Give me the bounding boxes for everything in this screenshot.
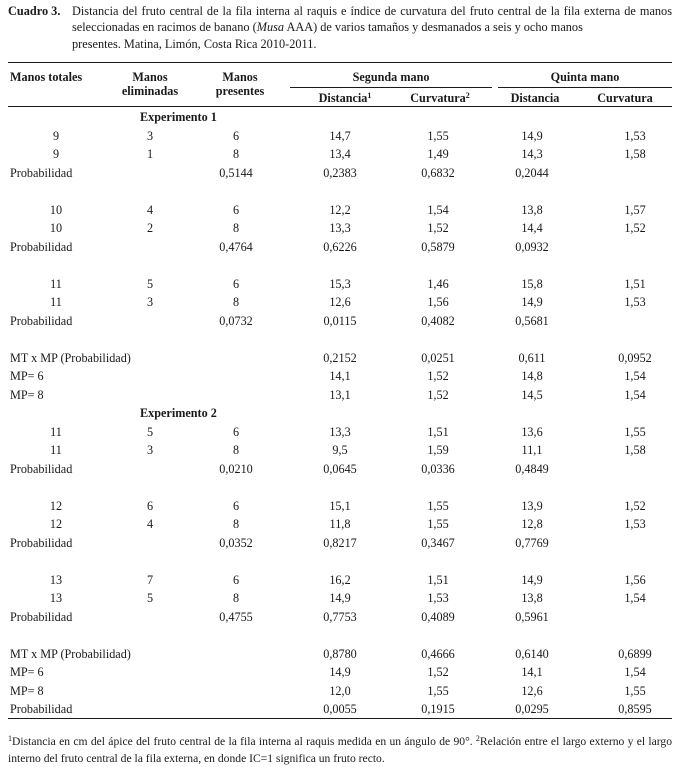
table-cell: 8: [232, 147, 240, 161]
table-cell: 1,55: [427, 683, 449, 698]
table-cell: 1,51: [624, 276, 646, 291]
table-cell: 0,0210: [219, 461, 253, 476]
table-cell: 0,0952: [618, 350, 652, 365]
header-distancia-sup: 1: [367, 91, 372, 100]
table-cell: 0,0352: [219, 535, 253, 550]
table-cell: 14,9: [521, 295, 543, 309]
table-cell: 14,9: [329, 591, 351, 605]
caption-text-a: Distancia del fruto central de la fila interna al raquis e índice de curvatura del fruto central de la fila externa de manos seleccionadas en racimos de banano (: [72, 4, 672, 35]
table-cell: 12,8: [521, 517, 543, 531]
table-cell: 13,9: [521, 498, 543, 513]
table-cell: 6: [232, 498, 240, 513]
table-cell: 1,58: [624, 147, 646, 161]
table-cell: 1,55: [427, 498, 449, 513]
table-cell: 0,6899: [618, 646, 652, 661]
footnote-text-1: Distancia en cm del ápice del fruto central de la fila interna al raquis medida en un ángulo de 90°.: [12, 735, 476, 748]
table-cell: 14,7: [329, 128, 351, 143]
table-cell: 11,8: [329, 517, 351, 531]
table-cell: 13,3: [329, 424, 351, 439]
table-cell: 0,8780: [323, 646, 357, 661]
table-cell: 1,51: [427, 424, 449, 439]
table-cell: 1,46: [427, 276, 449, 291]
table-cell: 0,1915: [421, 702, 455, 716]
row-label: Probabilidad: [10, 165, 73, 180]
table-cell: 0,5879: [421, 239, 455, 254]
table-cell: 1,55: [427, 517, 449, 531]
table-cell: 0,0251: [421, 350, 455, 365]
table-cell: 13,6: [521, 424, 543, 439]
table-cell: 3: [146, 128, 154, 143]
caption-text: [72, 3, 672, 36]
table-cell: 1,58: [624, 443, 646, 457]
table-cell: 12: [49, 498, 63, 513]
table-cell: 6: [232, 202, 240, 217]
row-label: MP= 6: [10, 369, 44, 383]
table-cell: 0,4082: [421, 313, 455, 328]
header-distancia-quinta: Distancia: [510, 91, 560, 105]
table-cell: 13: [49, 591, 63, 605]
table-cell: 11,1: [521, 443, 543, 457]
header-curvatura-text: Curvatura: [410, 91, 466, 105]
segunda-mano-underline: [290, 87, 492, 88]
table-cell: 10: [49, 221, 63, 235]
header-curvatura-sup: 2: [465, 91, 470, 100]
table-cell: 4: [146, 517, 154, 531]
row-label: MP= 6: [10, 665, 44, 679]
header-manos-presentes-2: presentes: [215, 84, 265, 98]
table-cell: 13,8: [521, 202, 543, 217]
row-label: MP= 8: [10, 683, 44, 698]
table-cell: 1: [146, 147, 154, 161]
table-cell: 1,57: [624, 202, 646, 217]
table-cell: 11: [50, 424, 62, 439]
header-distancia: [300, 91, 390, 105]
table-cell: 1,56: [624, 572, 646, 587]
row-label: MP= 8: [10, 387, 44, 402]
header-manos-totales: Manos totales: [10, 70, 83, 84]
table-cell: 0,0295: [515, 702, 549, 716]
table-cell: 0,0932: [515, 239, 549, 254]
table-cell: 1,53: [624, 517, 646, 531]
row-label: MT x MP (Probabilidad): [10, 350, 131, 365]
table-cell: 3: [146, 295, 154, 309]
table-cell: 0,611: [518, 350, 546, 365]
header-manos-eliminadas-2: eliminadas: [121, 84, 179, 98]
table-cell: 1,52: [624, 221, 646, 235]
table-cell: 0,5961: [515, 609, 549, 624]
header-distancia-text: Distancia: [318, 91, 368, 105]
quinta-mano-underline: [498, 87, 672, 88]
table-cell: 0,5681: [515, 313, 549, 328]
table-cell: 6: [146, 498, 154, 513]
table-cell: 8: [232, 221, 240, 235]
table-cell: 1,55: [624, 683, 646, 698]
table-cell: 0,4089: [421, 609, 455, 624]
table-cell: 1,53: [624, 295, 646, 309]
table-cell: 11: [50, 295, 62, 309]
table-cell: 1,56: [427, 295, 449, 309]
footnote-text-2: Relación entre el largo externo y el largo interno del fruto central de la fila externa, en donde IC=1 significa un fruto recto.: [8, 735, 672, 765]
footnote-sup-1: 1: [8, 734, 12, 743]
row-label: Probabilidad: [10, 313, 73, 328]
row-label: Probabilidad: [10, 702, 73, 716]
table-cell: 0,6832: [421, 165, 455, 180]
table-cell: 0,0732: [219, 313, 253, 328]
table-cell: 13,3: [329, 221, 351, 235]
footnote-sup-2: 2: [475, 734, 480, 743]
bottom-rule: [8, 718, 672, 719]
table-cell: 0,6226: [323, 239, 357, 254]
table-cell: 0,8217: [323, 535, 357, 550]
table-cell: 0,4764: [219, 239, 253, 254]
row-label: MT x MP (Probabilidad): [10, 646, 131, 661]
row-label: Probabilidad: [10, 239, 73, 254]
table-cell: 0,4666: [421, 646, 455, 661]
table-cell: 14,9: [329, 665, 351, 679]
table-cell: 1,51: [427, 572, 449, 587]
table-cell: 9: [52, 147, 60, 161]
table-cell: 2: [146, 221, 154, 235]
table-cell: 12,2: [329, 202, 351, 217]
table-cell: 6: [232, 128, 240, 143]
table-cell: 12: [49, 517, 63, 531]
table-cell: 15,1: [329, 498, 351, 513]
table-cell: 7: [146, 572, 154, 587]
table-cell: 0,0055: [323, 702, 357, 716]
table-cell: 1,49: [427, 147, 449, 161]
table-cell: 9,5: [332, 443, 348, 457]
table-cell: 15,3: [329, 276, 351, 291]
table-cell: 0,8595: [618, 702, 652, 716]
caption-line-3: presentes. Matina, Limón, Costa Rica 2010-2011.: [72, 36, 317, 51]
table-cell: 14,1: [329, 369, 351, 383]
table-cell: 14,8: [521, 369, 543, 383]
table-cell: 11: [50, 276, 62, 291]
caption-text-b: AAA) de varios tamaños y desmanados a seis y ocho manos: [284, 20, 583, 35]
header-curvatura-quinta: Curvatura: [597, 91, 653, 105]
row-label: Probabilidad: [10, 609, 73, 624]
table-cell: 11: [50, 443, 62, 457]
table-cell: 1,52: [427, 387, 449, 402]
table-cell: 1,54: [624, 387, 646, 402]
table-cell: 0,7753: [323, 609, 357, 624]
header-rule: [8, 106, 672, 107]
table-cell: 3: [146, 443, 154, 457]
table-cell: 0,5144: [219, 165, 253, 180]
header-manos-eliminadas-1: Manos: [132, 70, 168, 84]
header-curvatura: [395, 91, 485, 105]
table-cell: 0,0336: [421, 461, 455, 476]
table-cell: 1,52: [624, 498, 646, 513]
table-cell: 1,55: [427, 128, 449, 143]
table-cell: 14,9: [521, 128, 543, 143]
table-cell: 0,0115: [323, 313, 357, 328]
table-cell: 0,0645: [323, 461, 357, 476]
table-cell: 8: [232, 591, 240, 605]
table-cell: 10: [49, 202, 63, 217]
table-cell: 0,2044: [515, 165, 549, 180]
table-cell: 0,3467: [421, 535, 455, 550]
table-cell: 0,6140: [515, 646, 549, 661]
table-cell: 13,8: [521, 591, 543, 605]
table-cell: 14,9: [521, 572, 543, 587]
table-footnote: [8, 733, 672, 767]
table-cell: 1,53: [624, 128, 646, 143]
table-cell: 1,59: [427, 443, 449, 457]
table-cell: 14,5: [521, 387, 543, 402]
experiment-heading: Experimento 1: [140, 110, 217, 124]
table-cell: 12,0: [329, 683, 351, 698]
row-label: Probabilidad: [10, 461, 73, 476]
table-cell: 5: [146, 591, 154, 605]
table-cell: 8: [232, 295, 240, 309]
table-cell: 1,55: [624, 424, 646, 439]
table-cell: 0,4849: [515, 461, 549, 476]
table-cell: 0,7769: [515, 535, 549, 550]
table-cell: 1,54: [624, 665, 646, 679]
table-cell: 6: [232, 572, 240, 587]
table-cell: 13,1: [329, 387, 351, 402]
table-cell: 0,4755: [219, 609, 253, 624]
table-cell: 1,52: [427, 369, 449, 383]
table-cell: 0,2152: [323, 350, 357, 365]
table-cell: 0,2383: [323, 165, 357, 180]
caption-label: Cuadro 3.: [8, 4, 61, 18]
table-cell: 9: [52, 128, 60, 143]
row-label: Probabilidad: [10, 535, 73, 550]
table-cell: 1,54: [624, 369, 646, 383]
header-quinta-mano: Quinta mano: [550, 70, 620, 84]
table-cell: 5: [146, 276, 154, 291]
header-segunda-mano: Segunda mano: [352, 70, 430, 84]
table-cell: 12,6: [329, 295, 351, 309]
experiment-heading: Experimento 2: [140, 406, 217, 420]
top-rule: [8, 62, 672, 63]
table-cell: 1,53: [427, 591, 449, 605]
table-cell: 14,4: [521, 221, 543, 235]
table-cell: 14,1: [521, 665, 543, 679]
table-cell: 1,54: [624, 591, 646, 605]
table-cell: 16,2: [329, 572, 351, 587]
table-cell: 6: [232, 424, 240, 439]
table-cell: 13: [49, 572, 63, 587]
table-cell: 14,3: [521, 147, 543, 161]
table-cell: 8: [232, 443, 240, 457]
table-cell: 1,54: [427, 202, 449, 217]
table-cell: 12,6: [521, 683, 543, 698]
table-cell: 13,4: [329, 147, 351, 161]
table-cell: 8: [232, 517, 240, 531]
table-cell: 6: [232, 276, 240, 291]
table-cell: 1,52: [427, 221, 449, 235]
table-cell: 5: [146, 424, 154, 439]
table-cell: 15,8: [521, 276, 543, 291]
caption-text-italic: Musa: [256, 20, 285, 35]
header-manos-presentes-1: Manos: [222, 70, 258, 84]
table-cell: 1,52: [427, 665, 449, 679]
table-cell: 4: [146, 202, 154, 217]
